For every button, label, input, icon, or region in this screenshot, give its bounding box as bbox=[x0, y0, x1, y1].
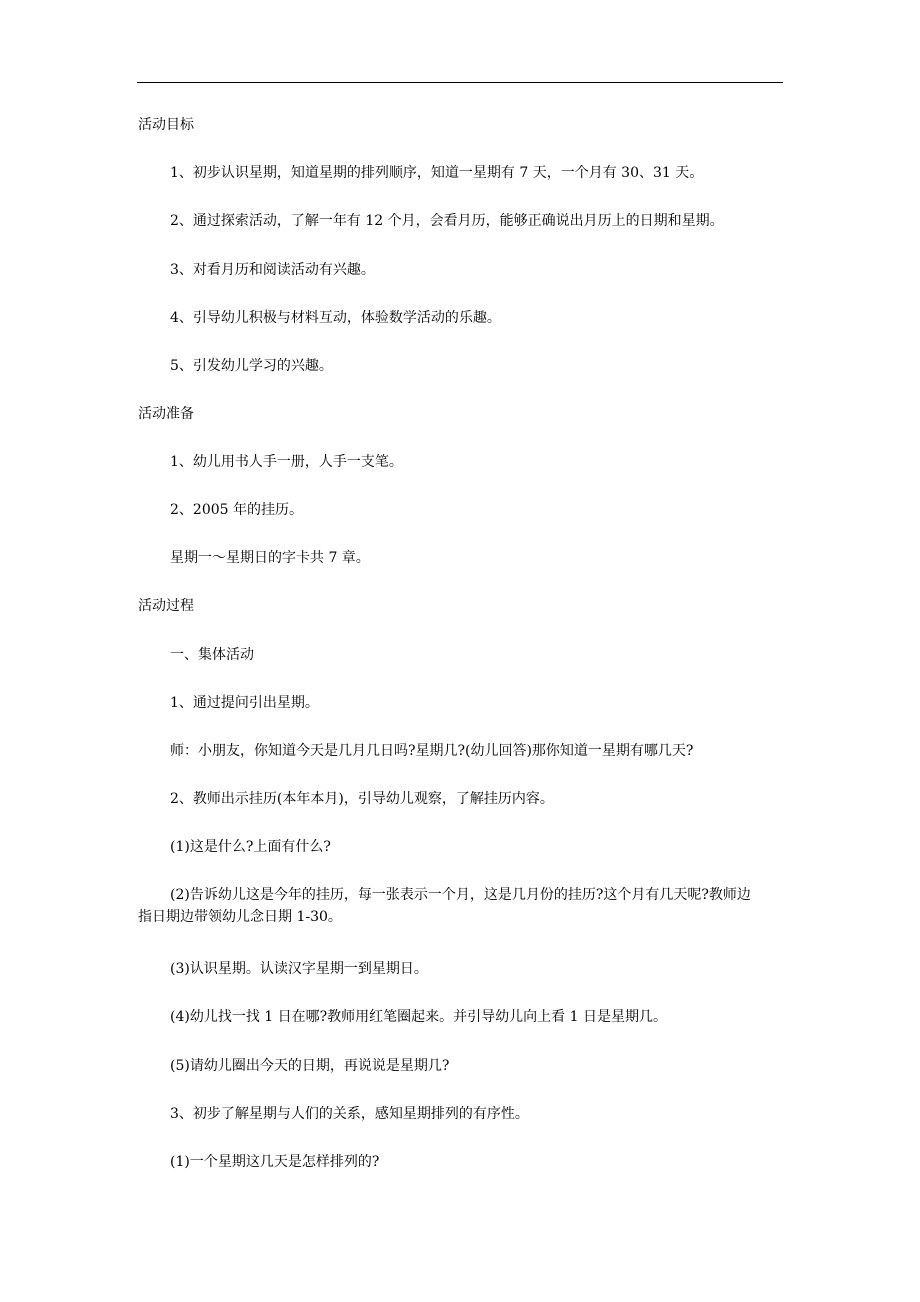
section-title-process: 活动过程 bbox=[138, 598, 194, 614]
process-item-9: (5)请幼儿圈出今天的日期，再说说是星期几? bbox=[170, 1058, 450, 1074]
goal-item-3: 3、对看月历和阅读活动有兴趣。 bbox=[170, 262, 375, 278]
process-item-10: 3、初步了解星期与人们的关系，感知星期排列的有序性。 bbox=[170, 1106, 529, 1122]
prep-item-2: 2、2005 年的挂历。 bbox=[170, 502, 303, 518]
process-item-1: 一、集体活动 bbox=[170, 647, 254, 663]
goal-item-4: 4、引导幼儿积极与材料互动，体验数学活动的乐趣。 bbox=[170, 310, 501, 326]
process-item-5: (1)这是什么?上面有什么? bbox=[170, 839, 331, 855]
process-item-3: 师：小朋友，你知道今天是几月几日吗?星期几?(幼儿回答)那你知道一星期有哪几天? bbox=[170, 743, 694, 759]
section-title-goals: 活动目标 bbox=[138, 117, 194, 133]
header-rule bbox=[137, 82, 783, 83]
prep-item-3: 星期一～星期日的字卡共 7 章。 bbox=[170, 550, 370, 566]
process-item-11: (1)一个星期这几天是怎样排列的? bbox=[170, 1154, 380, 1170]
process-item-7: (3)认识星期。认读汉字星期一到星期日。 bbox=[170, 961, 428, 977]
goal-item-5: 5、引发幼儿学习的兴趣。 bbox=[170, 358, 333, 374]
process-item-8: (4)幼儿找一找 1 日在哪?教师用红笔圈起来。并引导幼儿向上看 1 日是星期几。 bbox=[170, 1009, 667, 1025]
prep-item-1: 1、幼儿用书人手一册，人手一支笔。 bbox=[170, 454, 403, 470]
process-item-6: (2)告诉幼儿这是今年的挂历，每一张表示一个月，这是几月份的挂历?这个月有几天呢?教师边指日期边带领幼儿念日期 1-30。 bbox=[138, 887, 751, 925]
goal-item-2: 2、通过探索活动，了解一年有 12 个月，会看月历，能够正确说出月历上的日期和星期。 bbox=[170, 213, 724, 229]
process-item-4: 2、教师出示挂历(本年本月)，引导幼儿观察，了解挂历内容。 bbox=[170, 791, 554, 807]
section-title-preparation: 活动准备 bbox=[138, 406, 194, 422]
process-item-2: 1、通过提问引出星期。 bbox=[170, 695, 319, 711]
goal-item-1: 1、初步认识星期，知道星期的排列顺序，知道一星期有 7 天，一个月有 30、31 天。 bbox=[170, 165, 704, 181]
